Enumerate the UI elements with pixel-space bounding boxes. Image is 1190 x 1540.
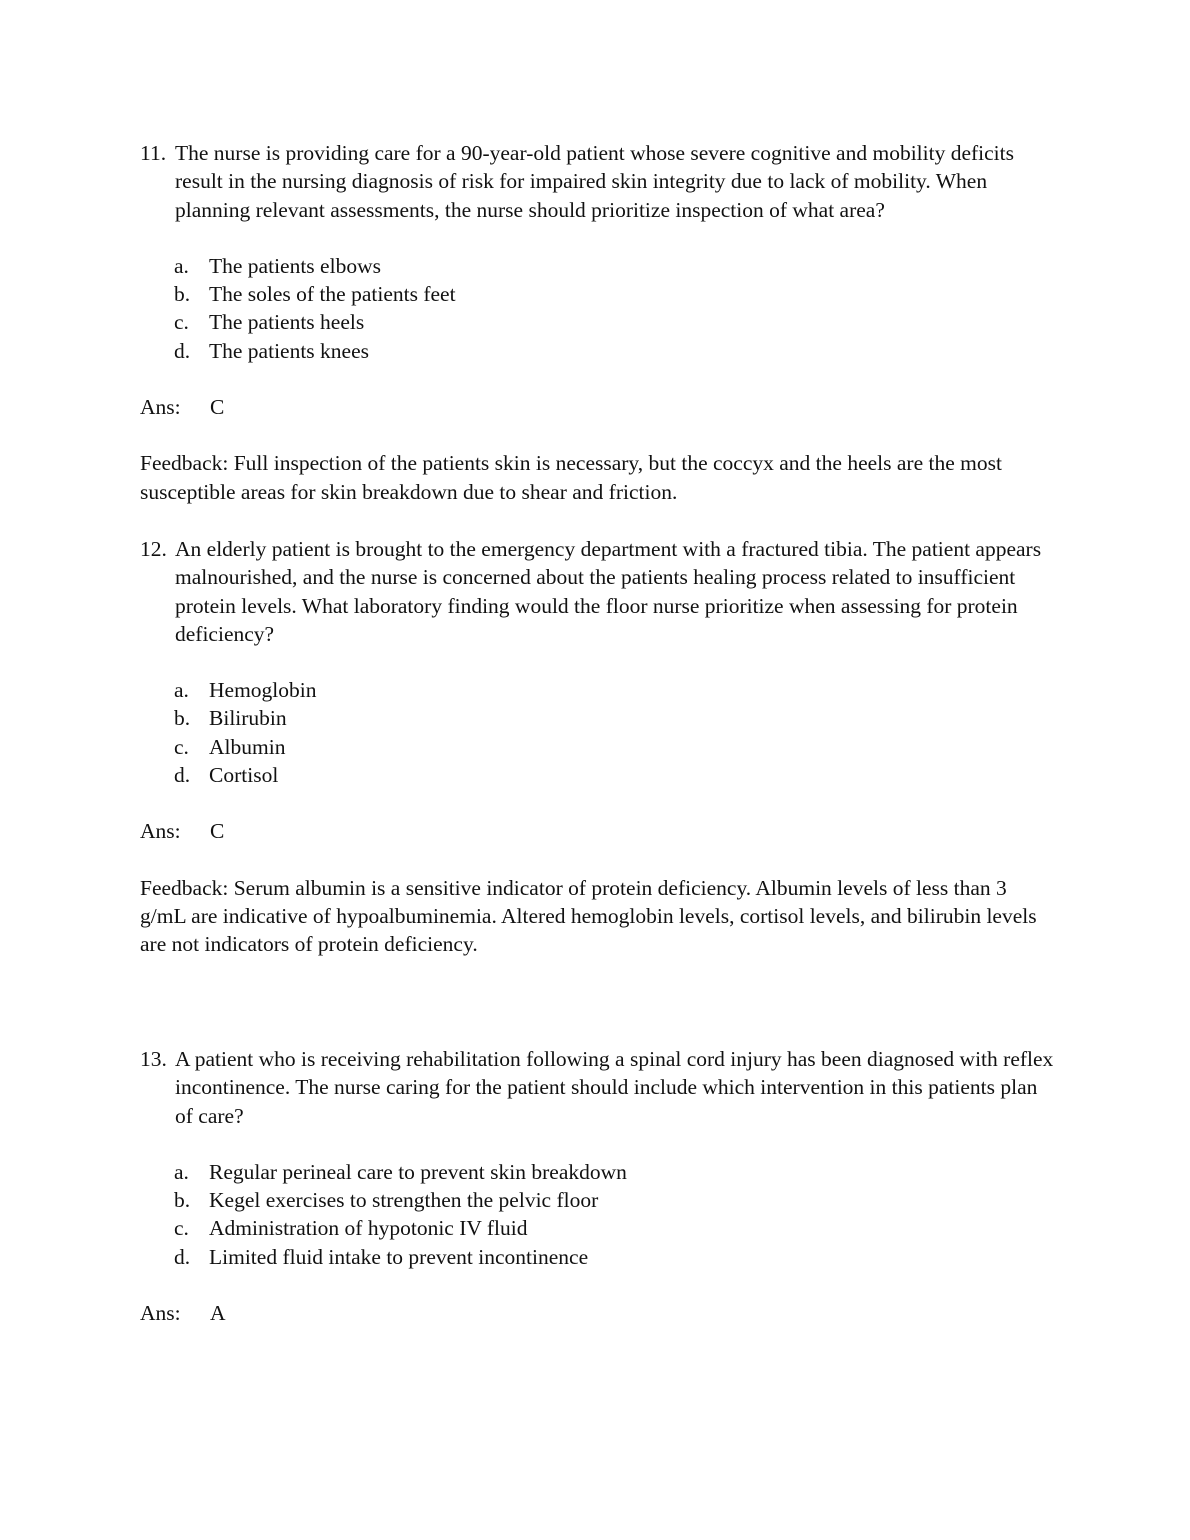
- option-text: The soles of the patients feet: [209, 282, 456, 307]
- question-13: [140, 1045, 1060, 1327]
- answer-label: Ans:: [140, 395, 181, 420]
- option-b: [140, 704, 1060, 732]
- option-a: [140, 1158, 1060, 1186]
- question-number: 13.: [140, 1047, 167, 1071]
- question-number: 12.: [140, 537, 167, 561]
- question-12: [140, 535, 1060, 959]
- option-letter: d.: [174, 763, 191, 788]
- option-text: Bilirubin: [209, 706, 287, 731]
- feedback-text: Feedback: Full inspection of the patients skin is necessary, but the coccyx and the heels are the most susceptible areas for skin breakdown due to shear and friction.: [140, 451, 1002, 504]
- option-letter: d.: [174, 338, 191, 363]
- feedback-text: Feedback: Serum albumin is a sensitive indicator of protein deficiency. Albumin levels of less than 3 g/mL are indicative of hypoalbuminemia. Altered hemoglobin levels, cortisol levels, and bilirubin levels are not indicators of protein deficiency.: [140, 875, 1037, 957]
- question-stem: [140, 139, 1060, 224]
- option-letter: b.: [174, 1188, 191, 1213]
- option-letter: a.: [174, 253, 189, 278]
- answer-label: Ans:: [140, 1301, 181, 1326]
- answer-label: Ans:: [140, 819, 181, 844]
- option-b: [140, 1186, 1060, 1214]
- option-letter: a.: [174, 678, 189, 703]
- answer-line: [140, 393, 1060, 421]
- option-text: Hemoglobin: [209, 678, 317, 703]
- question-text: A patient who is receiving rehabilitation following a spinal cord injury has been diagnosed with reflex incontinence. The nurse caring for the patient should include which intervention in this patients plan of care?: [175, 1047, 1054, 1128]
- option-letter: a.: [174, 1159, 189, 1184]
- question-11: [140, 139, 1060, 506]
- option-letter: d.: [174, 1244, 191, 1269]
- answer-value: A: [210, 1301, 226, 1326]
- option-letter: c.: [174, 310, 189, 335]
- option-text: Limited fluid intake to prevent incontinence: [209, 1244, 589, 1269]
- option-text: The patients elbows: [209, 253, 381, 278]
- option-letter: c.: [174, 734, 189, 759]
- option-c: [140, 308, 1060, 336]
- answer-options: [140, 252, 1060, 365]
- option-c: [140, 733, 1060, 761]
- option-text: Kegel exercises to strengthen the pelvic floor: [209, 1188, 599, 1213]
- question-number: 11.: [140, 141, 167, 165]
- answer-options: [140, 1158, 1060, 1271]
- option-b: [140, 280, 1060, 308]
- option-text: Regular perineal care to prevent skin breakdown: [209, 1159, 627, 1184]
- option-text: Cortisol: [209, 763, 279, 788]
- question-text: An elderly patient is brought to the emergency department with a fractured tibia. The patient appears malnourished, and the nurse is concerned about the patients healing process related to insufficient protein levels. What laboratory finding would the floor nurse prioritize when assessing for protein deficiency?: [175, 537, 1042, 646]
- question-stem: [140, 1045, 1060, 1130]
- answer-line: [140, 817, 1060, 845]
- option-text: The patients knees: [209, 338, 370, 363]
- option-text: Albumin: [209, 734, 286, 759]
- option-text: The patients heels: [209, 310, 365, 335]
- question-stem: [140, 535, 1060, 648]
- option-letter: b.: [174, 282, 191, 307]
- answer-line: [140, 1299, 1060, 1327]
- question-text: The nurse is providing care for a 90-year-old patient whose severe cognitive and mobility deficits result in the nursing diagnosis of risk for impaired skin integrity due to lack of mobility. When planning relevant assessments, the nurse should prioritize inspection of what area?: [175, 141, 1014, 222]
- option-letter: c.: [174, 1216, 189, 1241]
- option-c: [140, 1214, 1060, 1242]
- option-d: [140, 1243, 1060, 1271]
- answer-options: [140, 676, 1060, 789]
- option-text: Administration of hypotonic IV fluid: [209, 1216, 528, 1241]
- option-d: [140, 337, 1060, 365]
- answer-value: C: [210, 819, 225, 844]
- answer-value: C: [210, 395, 225, 420]
- option-a: [140, 252, 1060, 280]
- option-d: [140, 761, 1060, 789]
- option-letter: b.: [174, 706, 191, 731]
- option-a: [140, 676, 1060, 704]
